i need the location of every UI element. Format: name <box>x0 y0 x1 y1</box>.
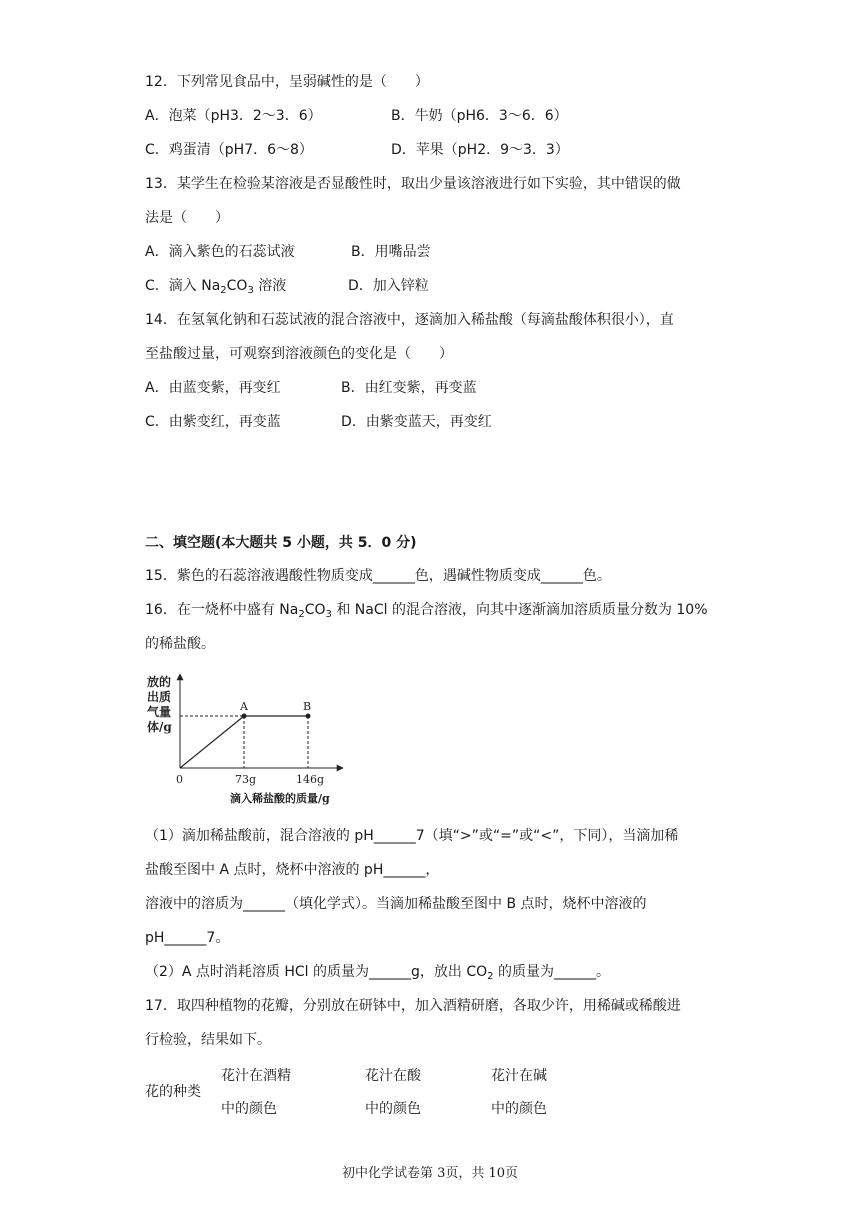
q12-stem: 12．下列常见食品中，呈弱碱性的是（ ） <box>145 74 429 90</box>
q14-stem-line1: 14．在氢氧化钠和石蕊试液的混合溶液中，逐滴加入稀盐酸（每滴盐酸体积很小），直 <box>145 312 674 328</box>
table-header-alcohol-line2: 中的颜色 <box>221 1101 277 1117</box>
gas-mass-graph <box>138 668 358 810</box>
graph-label-b: B <box>303 700 312 713</box>
q16-stem-line2: 的稀盐酸。 <box>145 636 215 652</box>
q16-part1-line2: 盐酸至图中 A 点时，烧杯中溶液的 pH______， <box>145 862 440 878</box>
graph-ylabel-line3: 气量 <box>147 705 172 719</box>
graph-rising-line <box>180 716 244 768</box>
graph-tick-146g: 146g <box>296 773 325 786</box>
q16-part1-line3: 溶液中的溶质为______（填化学式）。当滴加稀盐酸至图中 B 点时，烧杯中溶液的 <box>145 896 647 912</box>
graph-origin: 0 <box>176 773 183 786</box>
q14-stem-line2: 至盐酸过量，可观察到溶液颜色的变化是（ ） <box>145 346 453 362</box>
q12-option-a: A．泡菜（pH3．2～3．6） <box>145 108 322 124</box>
table-header-acid-line1: 花汁在酸 <box>365 1068 421 1084</box>
q13-option-a: A．滴入紫色的石蕊试液 <box>145 244 295 260</box>
table-header-acid-line2: 中的颜色 <box>365 1101 421 1117</box>
q15-text: 15．紫色的石蕊溶液遇酸性物质变成______色，遇碱性物质变成______色。 <box>145 568 611 584</box>
q16-part1-line1: （1）滴加稀盐酸前，混合溶液的 pH______7（填“>”或“=”或“<”，下同），当滴加稀 <box>145 828 679 844</box>
q14-option-b: B．由红变紫，再变蓝 <box>341 380 477 396</box>
table-header-base-line2: 中的颜色 <box>491 1101 547 1117</box>
graph-xlabel: 滴入稀盐酸的质量/g <box>230 792 330 805</box>
q13-stem-line2: 法是（ ） <box>145 210 229 226</box>
graph-ylabel-line2: 出质 <box>147 690 172 704</box>
graph-point-b <box>306 714 311 719</box>
q13-option-b: B．用嘴品尝 <box>351 244 431 260</box>
section-title: 二、填空题(本大题共 5 小题，共 5．0 分) <box>145 535 417 551</box>
q17-stem-line2: 行检验，结果如下。 <box>145 1032 271 1048</box>
table-header-base-line1: 花汁在碱 <box>491 1068 547 1084</box>
q16-part1-line4: pH______7。 <box>145 930 230 946</box>
q17-stem-line1: 17．取四种植物的花瓣，分别放在研钵中，加入酒精研磨，各取少许，用稀碱或稀酸进 <box>145 998 681 1014</box>
graph-ylabel-line1: 放的 <box>147 675 172 689</box>
q16-part2: （2）A 点时消耗溶质 HCl 的质量为______g，放出 $CO_2$ 的质量为______。 <box>145 964 610 982</box>
q13-option-c: C．滴入 $Na_2CO_3$ 溶液 <box>145 278 287 296</box>
q13-option-d: D．加入锌粒 <box>348 278 429 294</box>
graph-point-a <box>242 714 247 719</box>
graph-label-a: A <box>240 700 248 713</box>
q12-option-d: D．苹果（pH2．9～3．3） <box>391 142 569 158</box>
q14-option-c: C．由紫变红，再变蓝 <box>145 414 281 430</box>
q14-option-d: D．由紫变蓝天，再变红 <box>341 414 492 430</box>
q12-option-b: B．牛奶（pH6．3～6．6） <box>391 108 568 124</box>
page-footer: 初中化学试卷第 3页，共 10页 <box>341 1166 519 1181</box>
q14-option-a: A．由蓝变紫，再变红 <box>145 380 281 396</box>
graph-ylabel-line4: 体/g <box>147 720 172 734</box>
graph-tick-73g: 73g <box>235 773 257 786</box>
q12-option-c: C．鸡蛋清（pH7．6～8） <box>145 142 313 158</box>
table-header-alcohol-line1: 花汁在酒精 <box>221 1068 291 1084</box>
q13-stem-line1: 13．某学生在检验某溶液是否显酸性时，取出少量该溶液进行如下实验，其中错误的做 <box>145 176 681 192</box>
table-header-flower-type: 花的种类 <box>145 1084 201 1100</box>
q16-stem-line1: 16．在一烧杯中盛有 $Na_2CO_3$ 和 NaCl 的混合溶液，向其中逐渐滴加溶质质量分数为 10% <box>145 602 708 620</box>
